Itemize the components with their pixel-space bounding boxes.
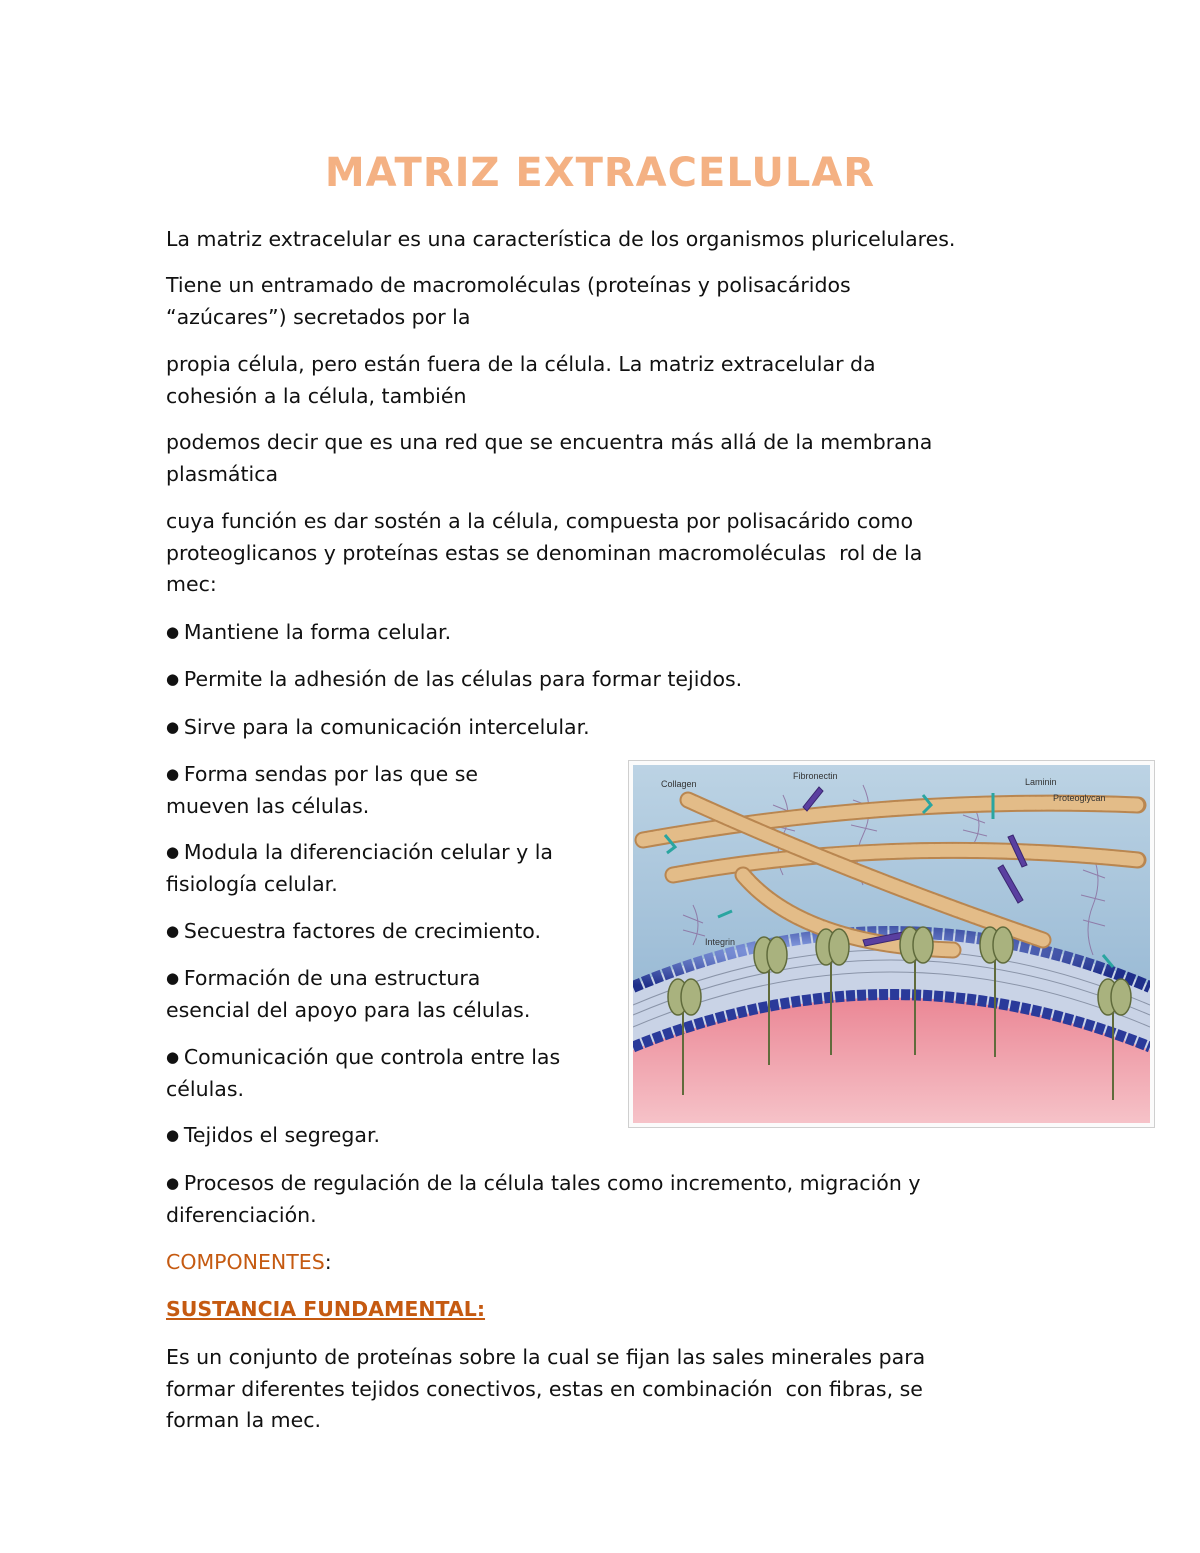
list-item: ● Procesos de regulación de la célula tales como incremento, migración y diferenciación. <box>166 1168 1036 1231</box>
components-colon: : <box>324 1250 332 1274</box>
label-integrin: Integrin <box>705 937 736 947</box>
page-title: MATRIZ EXTRACELULAR <box>324 150 876 196</box>
list-item: ● Comunicación que controla entre las células. <box>166 1042 616 1105</box>
ecm-diagram <box>633 765 1150 1123</box>
paragraph-cohesion: propia célula, pero están fuera de la célula. La matriz extracelular da cohesión a la célula, también <box>166 352 876 408</box>
section-text: Es un conjunto de proteínas sobre la cual se fijan las sales minerales para formar diferentes tejidos conectivos, estas en combinación con fibras, se forman la mec. <box>166 1345 926 1432</box>
label-laminin: Laminin <box>1025 777 1057 787</box>
list-item: ● Permite la adhesión de las células para formar tejidos. <box>166 664 1036 696</box>
label-proteoglycan: Proteoglycan <box>1053 793 1106 803</box>
paragraph-function: cuya función es dar sostén a la célula, compuesta por polisacárido como proteoglicanos y proteínas estas se denominan macromoléculas rol de la mec: <box>166 509 923 596</box>
components-label: COMPONENTES <box>166 1250 325 1274</box>
list-item: ● Mantiene la forma celular. <box>166 617 1036 649</box>
paragraph-macromolecules: Tiene un entramado de macromoléculas (proteínas y polisacáridos “azúcares”) secretados por la <box>166 273 851 329</box>
ecm-diagram-figure <box>628 760 1155 1128</box>
section-heading: SUSTANCIA FUNDAMENTAL: <box>166 1297 486 1321</box>
paragraph-intro: La matriz extracelular es una característica de los organismos pluricelulares. <box>166 227 956 251</box>
list-item: ● Tejidos el segregar. <box>166 1120 616 1152</box>
label-fibronectin: Fibronectin <box>793 771 838 781</box>
list-item: ● Forma sendas por las que se mueven las células. <box>166 759 616 822</box>
list-item: ● Sirve para la comunicación intercelular. <box>166 712 1036 744</box>
list-item: ● Formación de una estructura esencial del apoyo para las células. <box>166 963 616 1026</box>
components-heading <box>166 1247 1036 1279</box>
list-item: ● Secuestra factores de crecimiento. <box>166 916 616 948</box>
paragraph-network: podemos decir que es una red que se encuentra más allá de la membrana plasmática <box>166 430 933 486</box>
list-item: ● Modula la diferenciación celular y la fisiología celular. <box>166 837 616 900</box>
label-collagen: Collagen <box>661 779 697 789</box>
